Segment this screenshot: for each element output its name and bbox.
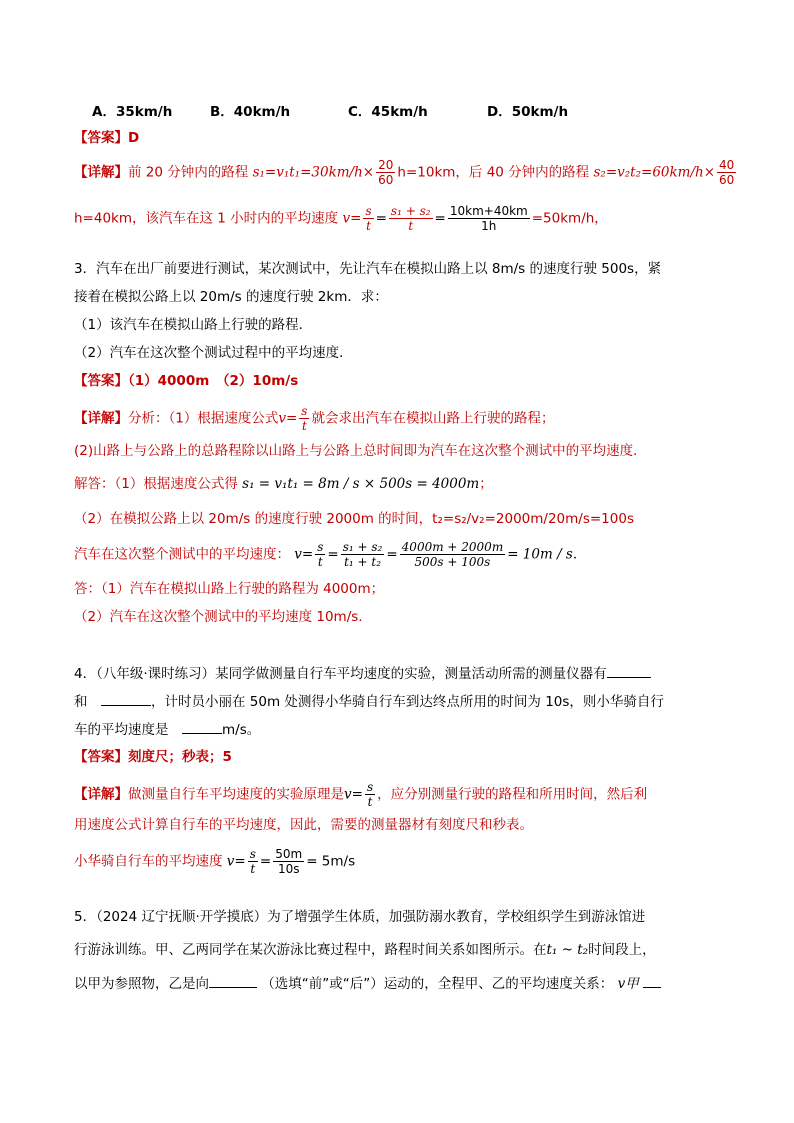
q3-stem-line1: 3．汽车在出厂前要进行测试，某次测试中，先让汽车在模拟山路上以 8m/s 的速度行驶 500s，紧: [74, 261, 662, 277]
q3-sub2: （2）汽车在这次整个测试过程中的平均速度．: [74, 345, 353, 361]
option-a: A．35km/h: [92, 104, 173, 120]
formula-v: v=: [226, 853, 246, 870]
blank-direction[interactable]: [209, 973, 257, 988]
fraction-s-t: [315, 540, 325, 569]
answer-value: 刻度尺；秒表；5: [128, 749, 232, 765]
stem-text: 4．（八年级·课时练习）某同学做测量自行车平均速度的实验，测量活动所需的测量仪器有: [74, 666, 607, 682]
stem-text: （选填“前”或“后”）运动的，全程甲、乙的平均速度关系：: [261, 976, 614, 992]
blank-1[interactable]: [607, 663, 651, 678]
q2-detail-line2: h=40km，该汽车在这 1 小时内的平均速度 v= $\frac{s}{t}$ = $\frac{\text{s₁ + s₂}}{t}$ = $\frac{10km+40km}{1h}$ =50km/h，: [74, 204, 608, 233]
detail-text: h=40km，该汽车在这 1 小时内的平均速度: [74, 210, 339, 227]
frac-den: 60: [378, 173, 394, 187]
q2-detail-line1: [74, 158, 738, 187]
stem-text: 车的平均速度是: [74, 722, 169, 738]
frac-num: 50m: [275, 847, 303, 861]
q3-solution1: [74, 474, 493, 494]
formula-v: v=: [294, 546, 314, 563]
frac-den: t₁ + t₂: [344, 555, 382, 569]
formula-s2: s₂=v₂t₂=60km/h×: [593, 164, 716, 181]
answer-value: D: [128, 130, 140, 146]
formula-v: v=: [278, 410, 298, 427]
detail-text: 小华骑自行车的平均速度: [74, 853, 223, 870]
detail-text: 就会求出汽车在模拟山路上行驶的路程；: [311, 410, 555, 427]
frac-num: 20: [378, 158, 394, 172]
q3-final2: （2）汽车在这次整个测试中的平均速度 10m/s.: [74, 609, 363, 625]
option-c: C．45km/h: [348, 104, 428, 120]
fraction-values: [400, 540, 506, 569]
solution-text: ；: [479, 476, 493, 492]
frac-den: 1h: [481, 219, 497, 233]
fraction-20-60: [376, 158, 395, 187]
answer-value: （1）4000m （2）10m/s: [128, 373, 299, 389]
frac-den: 10s: [277, 862, 300, 876]
frac-num: 4000m + 2000m: [401, 540, 504, 554]
q3-final1: 答：（1）汽车在模拟山路上行驶的路程为 4000m；: [74, 581, 385, 597]
detail-text: 前 20 分钟内的路程: [128, 164, 249, 181]
q4-detail1: [74, 780, 647, 809]
detail-text: h=10km，后 40 分钟内的路程: [397, 164, 590, 181]
formula-v: v=: [344, 786, 363, 803]
solution-text: 解答：（1）根据速度公式得: [74, 476, 238, 492]
frac-num: s: [317, 540, 324, 554]
q4-stem-line3: [74, 719, 260, 740]
result: = 10m / s: [507, 546, 573, 563]
stem-text: 和: [74, 694, 88, 710]
q4-detail2: 用速度公式计算自行车的平均速度，因此，需要的测量器材有刻度尺和秒表。: [74, 817, 533, 833]
formula-s1: s₁=v₁t₁=30km/h×: [252, 164, 375, 181]
stem-text: 时间段上，: [588, 942, 656, 958]
q5-stem-line2: [74, 940, 656, 960]
detail-tag: 【详解】: [74, 164, 128, 181]
frac-num: 40: [719, 158, 735, 172]
v-jia: v甲: [617, 976, 639, 992]
blank-2[interactable]: [101, 691, 151, 706]
result: = 5m/s: [306, 853, 356, 870]
average-label: 汽车在这次整个测试中的平均速度：: [74, 546, 290, 563]
frac-num: s: [301, 404, 308, 418]
detail-text: 分析：（1）根据速度公式: [128, 410, 279, 427]
blank-relation[interactable]: [643, 973, 661, 988]
option-d: D．50km/h: [487, 104, 569, 120]
detail-text: ，应分别测量行驶的路程和所用时间，然后利: [377, 786, 648, 803]
frac-num: s: [366, 780, 374, 794]
q2-answer: [74, 128, 139, 148]
frac-num: 10km+40km: [449, 204, 528, 218]
answer-tag: 【答案】: [74, 373, 128, 389]
frac-num: s: [249, 847, 256, 861]
fraction-s12-t12: [341, 540, 385, 569]
q3-detail1: [74, 404, 554, 433]
fraction-values: [448, 204, 530, 233]
q3-solution2: （2）在模拟公路上以 20m/s 的速度行驶 2000m 的时间，t₂=s₂/v₂=2000m/20m/s=100s: [74, 511, 634, 527]
stem-text: ，计时员小丽在 50m 处测得小华骑自行车到达终点所用的时间为 10s，则小华骑自行: [151, 694, 664, 710]
formula-v: v=: [342, 210, 362, 227]
frac-den: 60: [719, 173, 735, 187]
detail-tag: 【详解】: [74, 410, 128, 427]
q3-answer: [74, 371, 298, 391]
q3-average: 汽车在这次整个测试中的平均速度： v= $\frac{s}{t}$ = $\frac{\text{s₁ + s₂}}{\text{t₁ + t₂}}$ = $\frac{4000m + 2000m}{500s + 100s}$ = 10m / s．: [74, 540, 587, 569]
stem-text: m/s。: [222, 722, 261, 738]
frac-den: t: [408, 219, 414, 233]
formula-s1: s₁ = v₁t₁ = 8m / s × 500s = 4000m: [242, 476, 480, 492]
frac-den: t: [317, 555, 323, 569]
fraction-s-t: [248, 847, 258, 876]
time-range: t₁ ~ t₂: [546, 942, 589, 958]
answer-tag: 【答案】: [74, 130, 128, 146]
fraction-s12-t: [389, 204, 433, 233]
fraction-s-t: [363, 204, 373, 233]
frac-den: t: [301, 419, 307, 433]
option-b: B．40km/h: [210, 104, 291, 120]
frac-num: s₁ + s₂: [342, 540, 383, 554]
stem-text: 行游泳训练。甲、乙两同学在某次游泳比赛过程中，路程时间关系如图所示。在: [74, 942, 547, 958]
stem-text: 以甲为参照物，乙是向: [74, 976, 209, 992]
frac-den: 500s + 100s: [414, 555, 491, 569]
result: =50km/h，: [531, 210, 608, 227]
frac-num: s: [365, 204, 372, 218]
q4-detail3: 小华骑自行车的平均速度 v= $\frac{s}{t}$ = $\frac{50m}{10s}$ = 5m/s: [74, 847, 356, 876]
fraction-s-t: [299, 404, 309, 433]
fraction-50m-10s: [273, 847, 304, 876]
fraction-40-60: [717, 158, 736, 187]
answer-tag: 【答案】: [74, 749, 128, 765]
detail-tag: 【详解】: [74, 786, 128, 803]
q3-sub1: （1）该汽车在模拟山路上行驶的路程．: [74, 317, 313, 333]
frac-num: s₁ + s₂: [390, 204, 431, 218]
q4-stem-line1: [74, 663, 651, 684]
q5-stem-line1: 5．（2024 辽宁抚顺·开学摸底）为了增强学生体质，加强防溺水教育，学校组织学生到游泳馆进: [74, 909, 646, 925]
q3-detail2: (2)山路上与公路上的总路程除以山路上与公路上总时间即为汽车在这次整个测试中的平均速度．: [74, 443, 647, 459]
blank-3[interactable]: [182, 719, 222, 734]
q4-answer: [74, 747, 232, 767]
q5-stem-line3: [74, 973, 661, 994]
q4-stem-line2: [74, 691, 664, 712]
frac-den: t: [366, 219, 371, 233]
detail-text: 做测量自行车平均速度的实验原理是: [128, 786, 344, 803]
frac-den: t: [367, 795, 373, 809]
frac-den: t: [250, 862, 256, 876]
fraction-s-t: [365, 780, 375, 809]
q3-stem-line2: 接着在模拟公路上以 20m/s 的速度行驶 2km．求：: [74, 289, 388, 305]
